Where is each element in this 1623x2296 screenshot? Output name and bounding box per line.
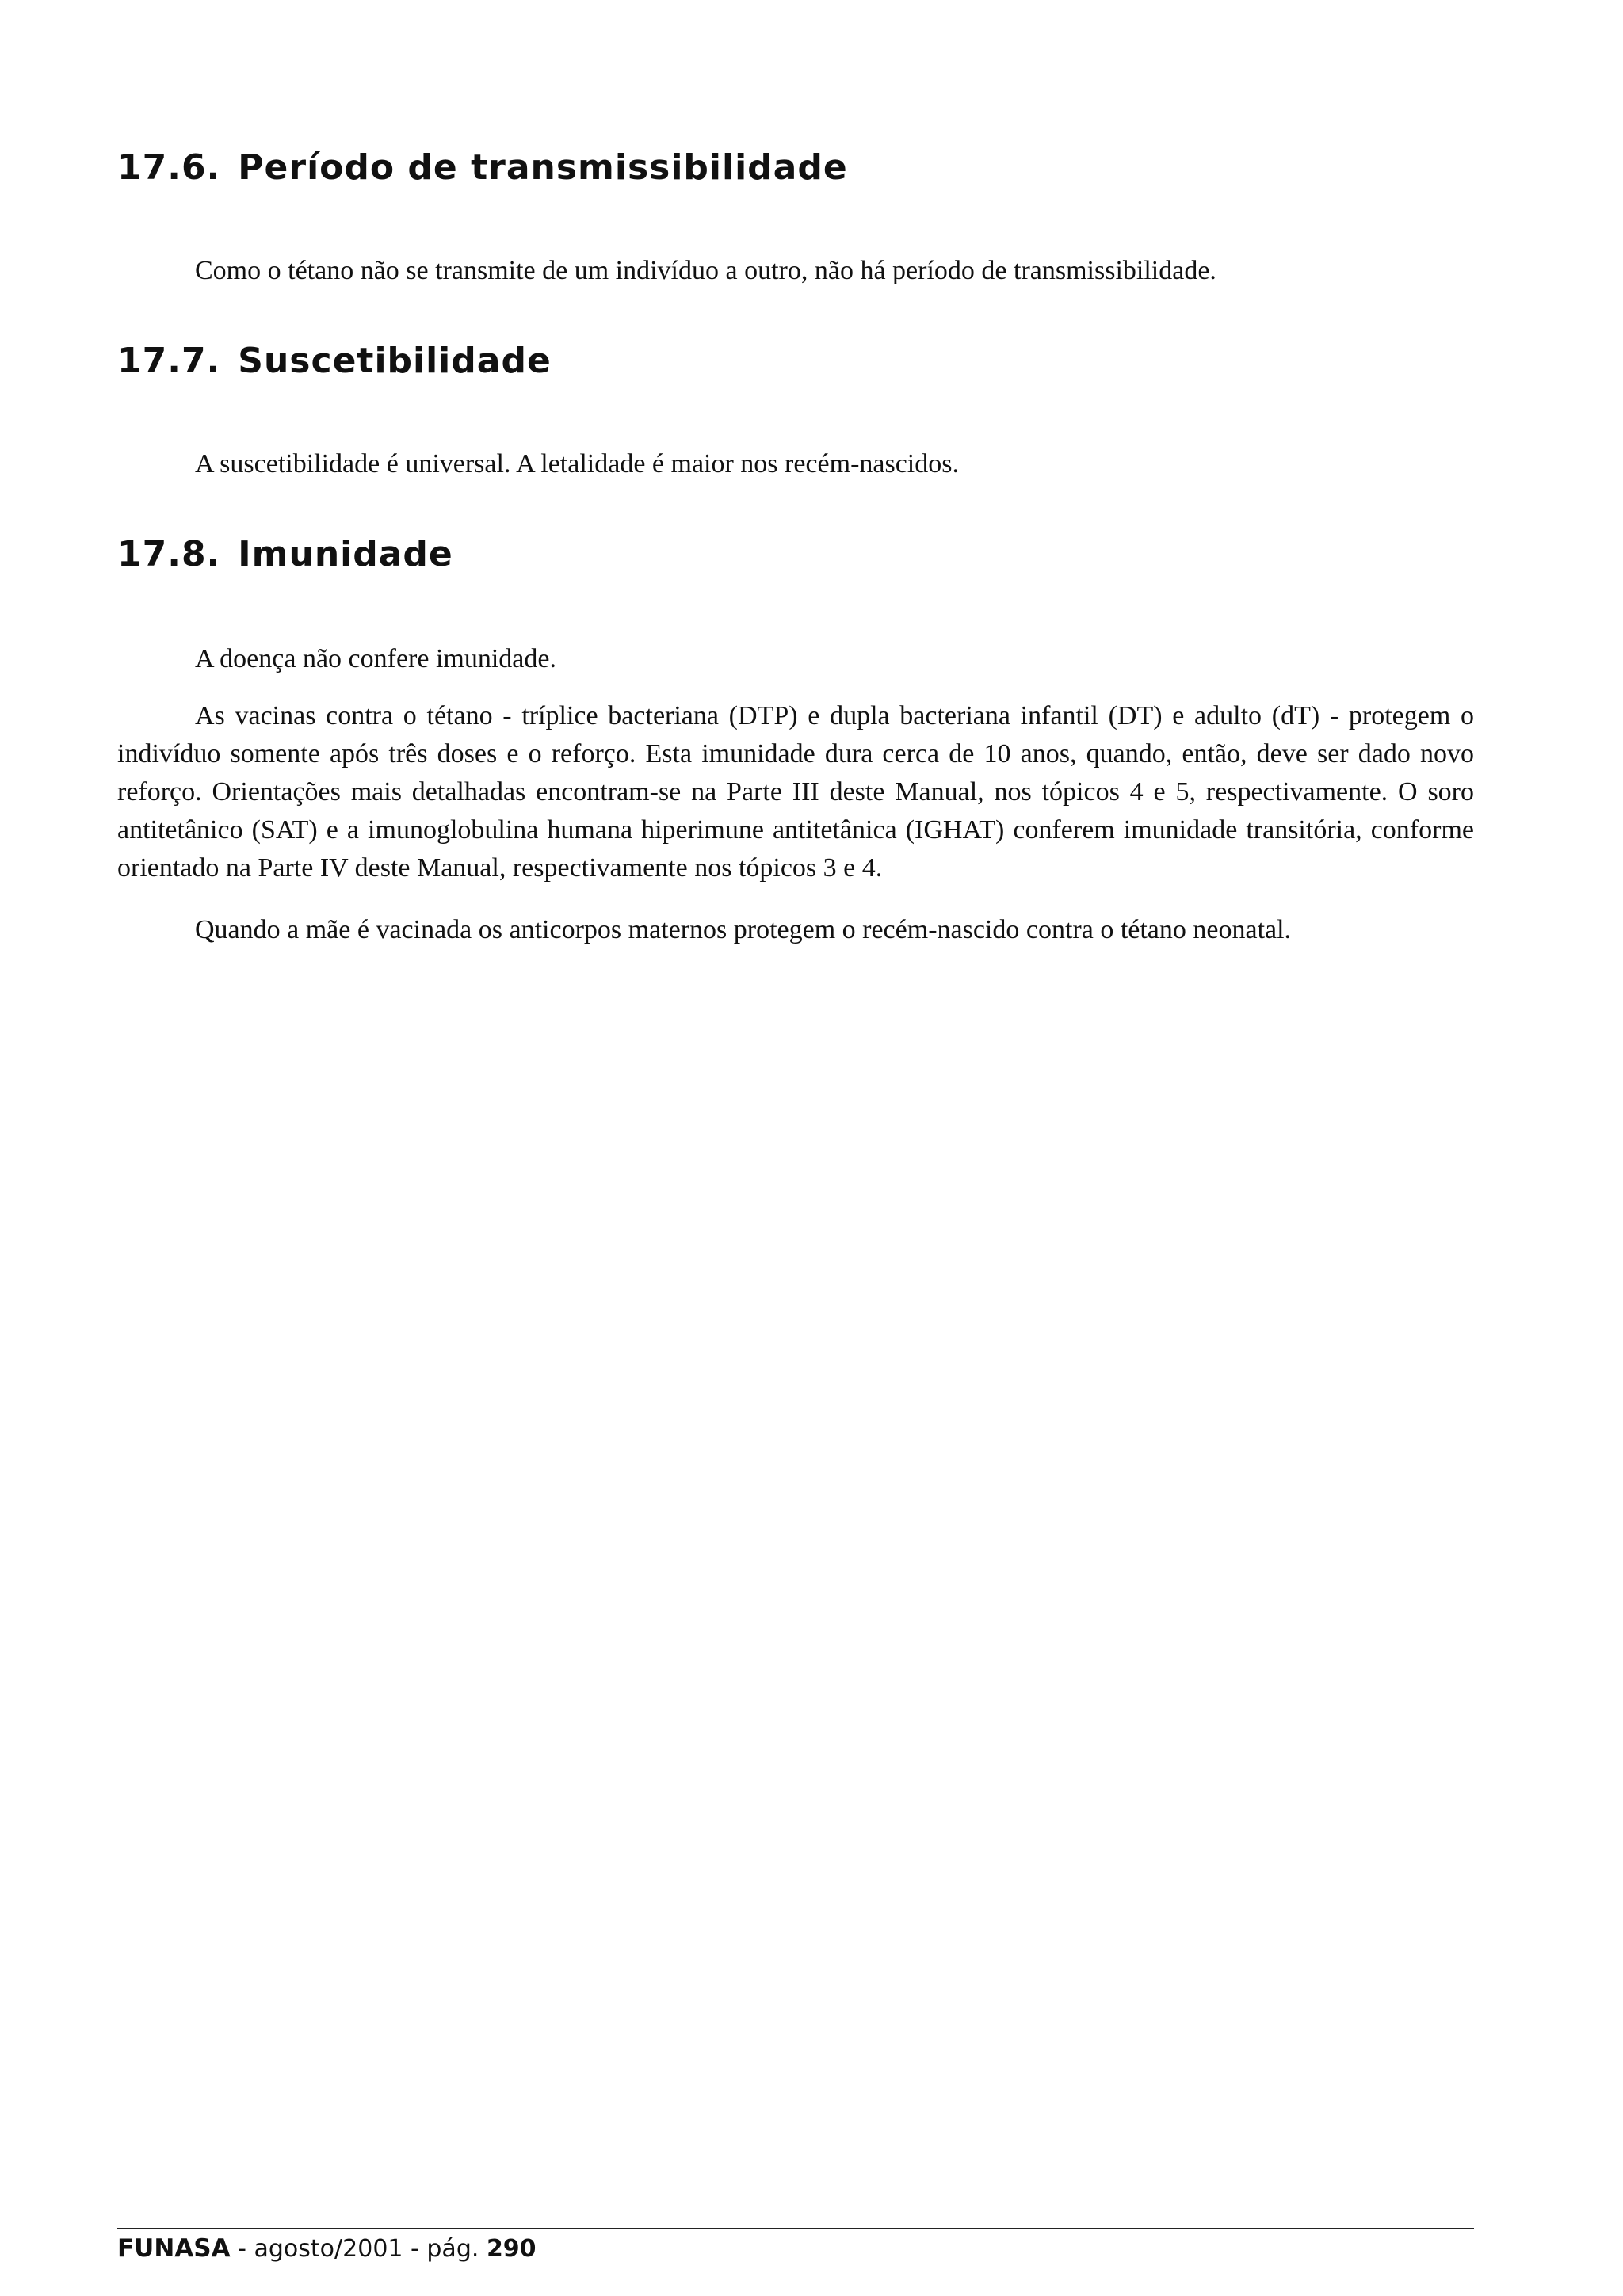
footer-divider	[117, 2228, 1474, 2229]
section-title: Suscetibilidade	[238, 341, 552, 381]
footer-date: - agosto/2001 - pág.	[230, 2235, 487, 2263]
section-heading-imunidade	[117, 534, 453, 574]
section-number: 17.6.	[117, 147, 221, 188]
section-number: 17.7.	[117, 341, 221, 381]
section-title: Período de transmissibilidade	[238, 147, 848, 188]
section-title: Imunidade	[238, 534, 453, 574]
section-heading-suscetibilidade	[117, 341, 552, 381]
section-heading-transmissibilidade	[117, 147, 848, 188]
paragraph: Quando a mãe é vacinada os anticorpos maternos protegem o recém-nascido contra o tétano neonatal.	[195, 915, 1292, 944]
paragraph: A suscetibilidade é universal. A letalidade é maior nos recém-nascidos.	[195, 449, 959, 479]
page-footer	[117, 2233, 537, 2265]
footer-brand: FUNASA	[117, 2234, 231, 2263]
paragraph: As vacinas contra o tétano - tríplice bacteriana (DTP) e dupla bacteriana infantil (DT) e adulto (dT) - protegem o indivíduo somente após três doses e o reforço. Esta imunidade dura cerca de 10 anos, quando, então, deve ser dado novo reforço. Orientações mais detalhadas encontram-se na Parte III deste Manual, nos tópicos 4 e 5, respectivamente. O soro antitetânico (SAT) e a imunoglobulina humana hiperimune antitetânica (IGHAT) conferem imunidade transitória, conforme orientado na Parte IV deste Manual, respectivamente nos tópicos 3 e 4.	[117, 701, 1474, 883]
paragraph: A doença não confere imunidade.	[195, 644, 556, 673]
paragraph: Como o tétano não se transmite de um indivíduo a outro, não há período de transmissibilidade.	[195, 256, 1216, 285]
page-number: 290	[486, 2235, 537, 2263]
section-number: 17.8.	[117, 534, 221, 574]
